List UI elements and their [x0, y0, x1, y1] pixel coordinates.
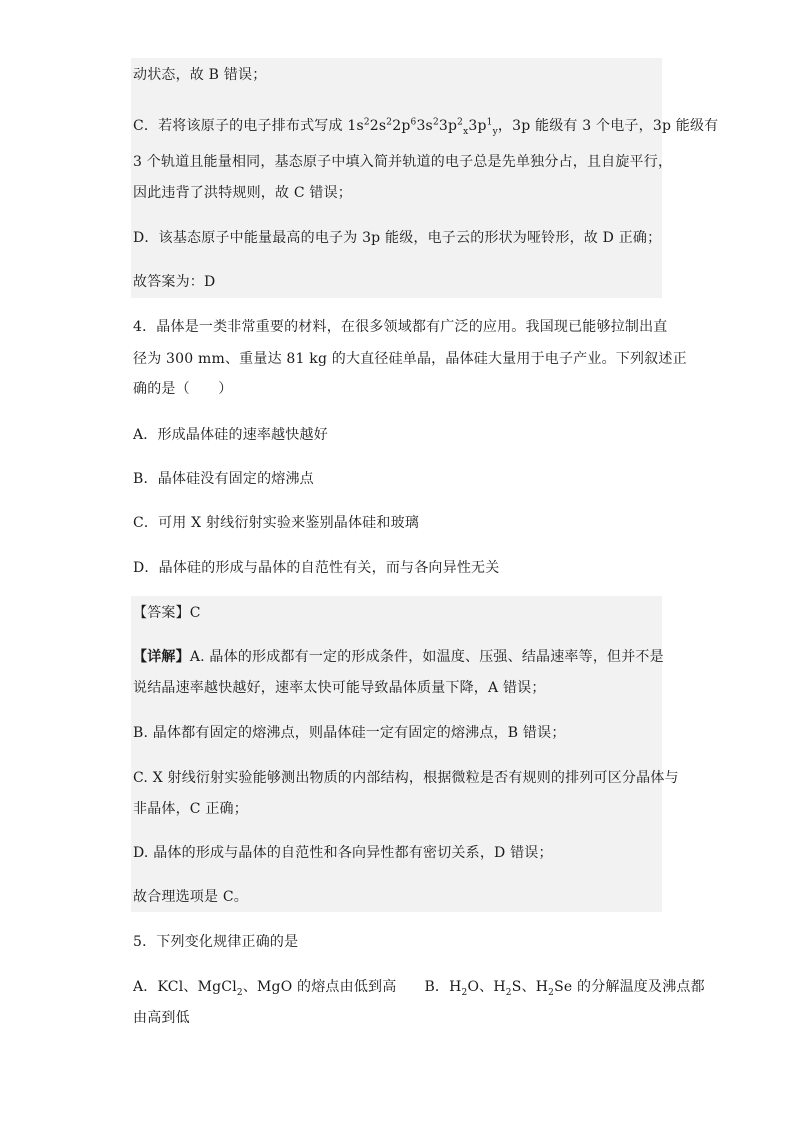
q3-option-c-line1: C．若将该原子的电子排布式写成 $1s^22s^22p^63s^23p^2_x3p^1_y$，3p 能级有 3 个电子，3p 能级有 [133, 117, 719, 137]
q4-option-a: A．形成晶体硅的速率越快越好 [133, 427, 328, 443]
q4-detail-d: D. 晶体的形成与晶体的自范性和各向异性都有密切关系，D 错误； [133, 845, 553, 861]
q4-option-d: D．晶体硅的形成与晶体的自范性有关，而与各向异性无关 [133, 560, 500, 576]
q3-option-d: D．该基态原子中能量最高的电子为 3p 能级，电子云的形状为哑铃形，故 D 正确； [133, 230, 662, 246]
q5-option-b: B．$H_2O$、$H_2S$、$H_2Se$ 的分解温度及沸点都 [424, 979, 705, 998]
q5-options-line1 [133, 978, 705, 996]
q4-stem-line3: 确的是（ ） [133, 381, 233, 397]
q3-option-c-line2: 3 个轨道且能量相同，基态原子中填入简并轨道的电子总是先单独分占，且自旋平行， [133, 154, 673, 170]
q5-stem: 5．下列变化规律正确的是 [133, 934, 299, 950]
q4-stem-line2: 径为 300 mm、重量达 81 kg 的大直径硅单晶，晶体硅大量用于电子产业。下列叙述正 [133, 351, 687, 367]
q4-detail-b: B. 晶体都有固定的熔沸点，则晶体硅一定有固定的熔沸点，B 错误； [133, 725, 566, 741]
q3-line-b-end: 动状态，故 B 错误； [133, 67, 267, 83]
q4-option-b: B．晶体硅没有固定的熔沸点 [133, 471, 314, 487]
q3-option-c-line3: 因此违背了洪特规则，故 C 错误； [133, 185, 353, 201]
q3-final-answer: 故答案为：D [133, 274, 216, 290]
q4-detail-a-line2: 说结晶速率越快越好，速率太快可能导致晶体质量下降，A 错误； [133, 680, 546, 696]
q4-answer-panel [131, 596, 662, 912]
q4-answer: 【答案】C [133, 605, 201, 621]
q4-final-answer: 故合理选项是 C。 [133, 889, 248, 905]
q5-option-a: A．KCl、MgCl$_2$、MgO 的熔点由低到高 [133, 979, 397, 998]
q4-detail-c-line2: 非晶体，C 正确； [133, 801, 248, 817]
q3-answer-panel [131, 58, 662, 298]
q4-stem-line1: 4．晶体是一类非常重要的材料，在很多领域都有广泛的应用。我国现已能够拉制出直 [133, 319, 668, 335]
q4-detail-c-line1: C. X 射线衍射实验能够测出物质的内部结构，根据微粒是否有规则的排列可区分晶体与 [133, 770, 679, 786]
q4-option-c: C．可用 X 射线衍射实验来鉴别晶体硅和玻璃 [133, 515, 419, 531]
q4-detail-label: 【详解】 [133, 649, 190, 665]
q4-detail-a-line1: 【详解】A. 晶体的形成都有一定的形成条件，如温度、压强、结晶速率等，但并不是 [133, 649, 664, 665]
q5-option-b-cont: 由高到低 [133, 1010, 190, 1026]
